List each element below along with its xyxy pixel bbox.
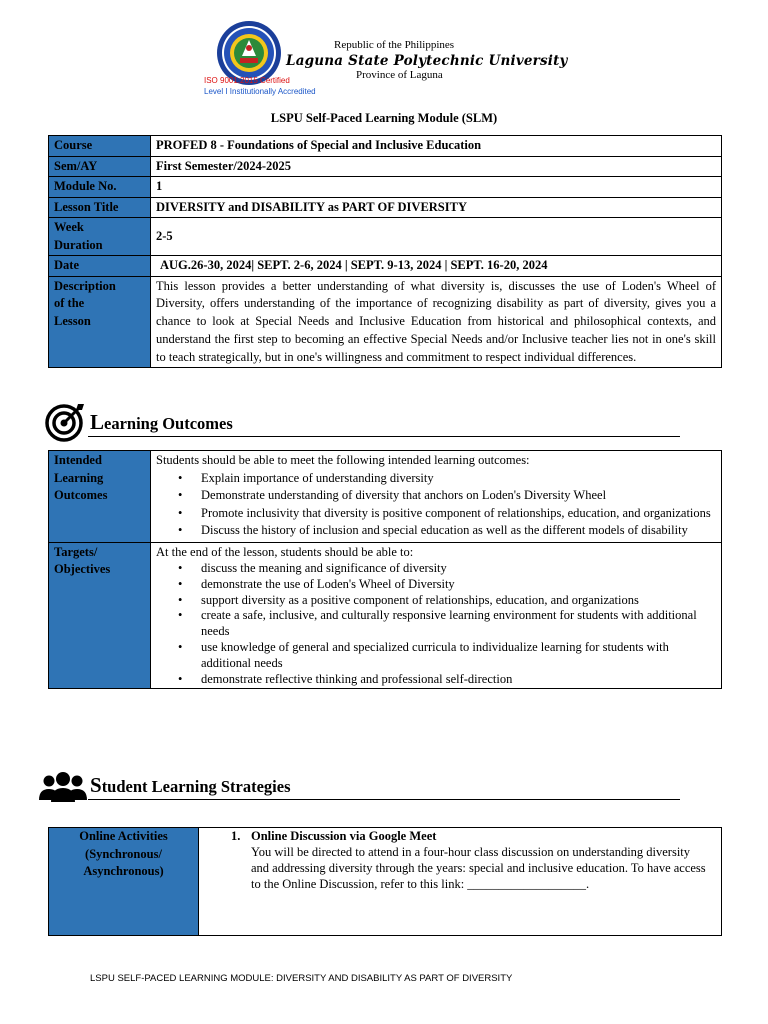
province-text: Province of Laguna xyxy=(356,69,443,81)
week-label-line2: Duration xyxy=(54,237,103,252)
ilo-label: Intended Learning Outcomes xyxy=(49,451,151,543)
week-value: 2-5 xyxy=(151,218,722,256)
description-label-line1: Description xyxy=(54,278,116,293)
list-item: • support diversity as a positive component of relationships, education, and organizations xyxy=(201,593,716,609)
objectives-intro: At the end of the lesson, students should be able to: xyxy=(156,544,414,559)
online-activities-label: Online Activities (Synchronous/ Asynchronous) xyxy=(49,828,199,936)
list-item: • Demonstrate understanding of diversity that anchors on Loden's Diversity Wheel xyxy=(201,487,716,505)
description-label-line2: of the xyxy=(54,296,85,310)
ilo-row xyxy=(49,451,722,543)
sem-label: Sem/AY xyxy=(49,156,151,177)
sem-row xyxy=(49,156,722,177)
list-item: • discuss the meaning and significance of diversity xyxy=(201,561,716,577)
ilo-intro: Students should be able to meet the following intended learning outcomes: xyxy=(156,453,530,467)
outcomes-divider xyxy=(88,436,680,437)
description-label-line3: Lesson xyxy=(54,313,91,328)
accreditation-text: Level I Institutionally Accredited xyxy=(204,87,316,96)
objectives-row xyxy=(49,542,722,689)
university-name: Laguna State Polytechnic University xyxy=(286,53,568,69)
activity-title: Online Discussion via Google Meet xyxy=(251,829,437,843)
date-label: Date xyxy=(49,256,151,277)
module-row xyxy=(49,177,722,198)
activity-number: 1. xyxy=(231,829,241,843)
learning-outcomes-heading: Learning Outcomes xyxy=(90,410,233,434)
list-item: • use knowledge of general and specialized curricula to individualize learning for students with additional needs xyxy=(201,640,716,672)
course-row xyxy=(49,136,722,157)
learning-strategies-heading: Student Learning Strategies xyxy=(90,773,291,797)
lesson-value: DIVERSITY and DISABILITY as PART OF DIVERSITY xyxy=(151,197,722,218)
outcomes-table xyxy=(48,450,722,689)
date-value: AUG.26-30, 2024| SEPT. 2-6, 2024 | SEPT. 9-13, 2024 | SEPT. 16-20, 2024 xyxy=(151,256,722,277)
module-label: Module No. xyxy=(49,177,151,198)
republic-text: Republic of the Philippines xyxy=(334,39,455,51)
week-row xyxy=(49,218,722,256)
online-activities-content xyxy=(199,828,722,936)
iso-certification: ISO 9001:2015 Certified xyxy=(204,76,290,85)
module-title: LSPU Self-Paced Learning Module (SLM) xyxy=(270,111,498,125)
description-value: This lesson provides a better understanding of what diversity is, discusses the use of Loden's Wheel of Diversity, offers understanding of the importance of recognizing disability as part of diversity, gives you a chance to look at Special Needs and Inclusive Education from historical and philosophical contexts, and understand the first step to becoming an effective Special Needs and/or Inclusive teacher lies not in one's skill to teach strategically, but in one's willingness and commitment to respect individual differences. xyxy=(151,276,722,368)
activity-body: You will be directed to attend in a four-hour class discussion on understanding diversity and addressing diversity through the years: special and inclusive education. To have access to the Online Discussion, refer to this link: ___________________. xyxy=(251,845,706,891)
description-row xyxy=(49,276,722,368)
objectives-content xyxy=(151,542,722,689)
ilo-content xyxy=(151,451,722,543)
list-item: • Promote inclusivity that diversity is positive component of relationships, education, and organizations xyxy=(201,505,716,523)
date-row xyxy=(49,256,722,277)
week-label xyxy=(49,218,151,256)
course-info-table xyxy=(48,135,722,368)
objectives-list xyxy=(156,561,716,687)
strategies-table xyxy=(48,827,722,936)
list-item: • Explain importance of understanding diversity xyxy=(201,470,716,488)
lesson-label: Lesson Title xyxy=(49,197,151,218)
module-value: 1 xyxy=(151,177,722,198)
objectives-label: Targets/ Objectives xyxy=(49,542,151,689)
page-footer: LSPU SELF-PACED LEARNING MODULE: DIVERSITY AND DISABILITY AS PART OF DIVERSITY xyxy=(90,973,513,984)
activity-item xyxy=(231,828,711,892)
description-label xyxy=(49,276,151,368)
list-item: • demonstrate the use of Loden's Wheel of Diversity xyxy=(201,577,716,593)
strategies-divider xyxy=(88,799,680,800)
target-icon xyxy=(42,402,86,442)
online-activities-row xyxy=(49,828,722,936)
list-item: • create a safe, inclusive, and culturally responsive learning environment for students with additional needs xyxy=(201,608,716,640)
sem-value: First Semester/2024-2025 xyxy=(151,156,722,177)
week-label-line1: Week xyxy=(54,220,84,234)
lesson-row xyxy=(49,197,722,218)
list-item: • demonstrate reflective thinking and professional self-direction xyxy=(201,672,716,688)
list-item: • Discuss the history of inclusion and special education as well as the different models of disability xyxy=(201,522,716,540)
ilo-list xyxy=(156,470,716,540)
course-value: PROFED 8 - Foundations of Special and Inclusive Education xyxy=(151,136,722,157)
course-label: Course xyxy=(49,136,151,157)
people-group-icon xyxy=(38,770,88,804)
